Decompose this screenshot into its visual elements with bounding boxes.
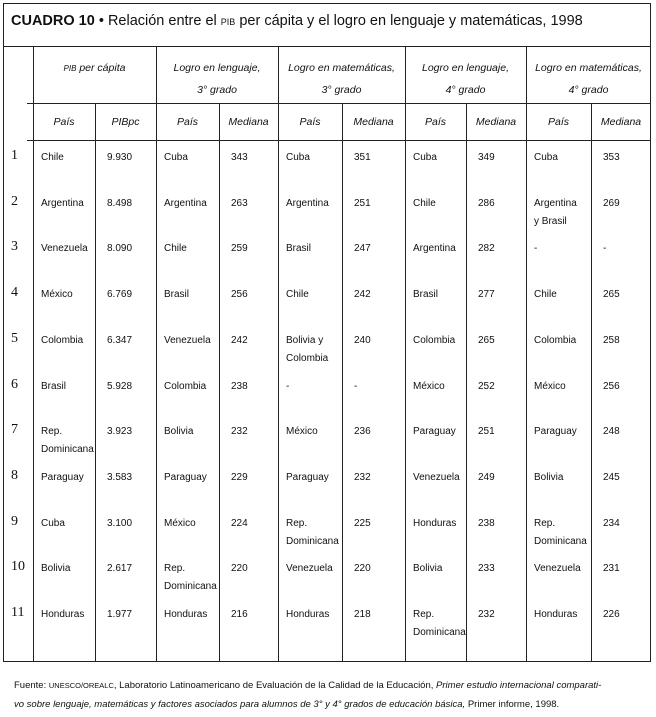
country-cell: Argentina y Brasil [534,197,577,227]
column-divider [466,103,467,662]
value-cell: 218 [354,609,371,620]
country-cell: Paraguay [286,471,329,483]
column-divider [95,103,96,662]
footer-title-cont: vo sobre lenguaje, matemáticas y factores asociados para alumnos de 3° y 4° grados de educación básica, [14,699,466,710]
country-cell: Argentina [413,243,456,255]
row-number: 5 [11,330,18,346]
value-cell: 8.090 [107,243,133,255]
value-cell: 3.100 [107,517,133,529]
country-cell: Paraguay [164,471,207,483]
title-pib: PIB [220,17,236,27]
row-number: 10 [11,559,25,575]
country-cell: Bolivia [413,563,443,575]
title-divider [3,46,651,47]
footer-label: Fuente: [14,680,47,691]
value-cell: 265 [603,289,620,301]
country-cell: Chile [413,197,436,209]
column-divider [278,46,279,662]
column-divider [526,46,527,662]
row-number: 8 [11,467,18,483]
country-cell: Chile [41,152,64,163]
country-cell: Paraguay [534,426,577,438]
column-header: Mediana [600,116,642,128]
value-cell: 251 [478,426,495,438]
value-cell: - [354,380,358,392]
value-cell: 220 [354,563,371,575]
column-divider [219,103,220,662]
value-cell: 263 [231,197,248,209]
country-cell: Venezuela [534,563,581,575]
value-cell: 247 [354,243,371,255]
value-cell: 351 [354,152,371,163]
country-cell: Bolivia [41,563,71,575]
group-header [156,57,278,101]
country-cell: Honduras [286,609,330,620]
value-cell: 6.347 [107,334,133,346]
row-number: 9 [11,513,18,529]
country-cell: Cuba [534,152,558,163]
column-divider [342,103,343,662]
country-cell: Venezuela [41,243,88,255]
title-text: Relación entre el [107,13,217,29]
country-cell: Venezuela [164,334,211,346]
country-cell: Argentina [286,197,329,209]
value-cell: 269 [603,197,620,209]
country-cell: México [286,426,318,438]
value-cell: 9.930 [107,152,133,163]
group-header-grade: 4° grado [445,84,486,96]
column-header: País [176,116,198,128]
row-number: 2 [11,193,18,209]
column-divider [156,46,157,662]
bullet: • [98,13,104,29]
value-cell: 242 [231,334,248,346]
group-header-grade: 3° grado [321,84,362,96]
value-cell: 242 [354,289,371,301]
row-number: 4 [11,285,18,301]
value-cell: 240 [354,334,371,346]
country-cell: Paraguay [41,471,84,483]
column-header: Mediana [353,116,394,128]
country-cell: Argentina [164,197,207,209]
value-cell: 251 [354,197,371,209]
footer-report: Primer informe, 1998. [467,699,560,710]
column-header: Mediana [475,116,517,128]
column-header: Mediana [228,116,269,128]
country-cell: Colombia [534,334,577,346]
country-cell: Venezuela [286,563,333,575]
country-cell: Rep. Dominicana [286,517,339,547]
value-cell: 233 [478,563,495,575]
country-cell: Rep. Dominicana [534,517,587,547]
footer-line-2 [14,699,559,710]
group-header [33,57,156,80]
country-cell: Colombia [41,334,84,346]
country-cell: México [164,517,196,529]
value-cell: 256 [231,289,248,301]
value-cell: 232 [478,609,495,620]
value-cell: 245 [603,471,620,483]
value-cell: 232 [354,471,371,483]
group-header-text: Logro en matemáticas, [288,62,395,74]
header-divider [27,103,651,104]
country-cell: Honduras [164,609,208,620]
country-cell: Cuba [164,152,188,163]
value-cell: 3.923 [107,426,133,438]
value-cell: 349 [478,152,495,163]
column-divider [405,46,406,662]
subheader-divider [27,140,651,141]
footer-title: Primer estudio internacional comparati- [436,680,602,691]
country-cell: Honduras [534,609,578,620]
country-cell: México [41,289,73,301]
footer-org: UNESCO/OREALC [48,681,114,690]
country-cell: Bolivia [534,471,564,483]
country-cell: Rep. Dominicana [41,426,94,456]
group-header [278,57,405,101]
value-cell: - [603,243,607,255]
country-cell: Brasil [164,289,190,301]
country-cell: Chile [164,243,187,255]
row-number: 11 [11,605,25,620]
group-header [405,57,526,101]
value-cell: 277 [478,289,495,301]
group-header-abbr: PIB [63,64,77,73]
country-cell: Argentina [41,197,84,209]
country-cell: Cuba [41,517,65,529]
value-cell: 232 [231,426,248,438]
country-cell: Chile [534,289,557,301]
value-cell: 343 [231,152,248,163]
column-divider [33,46,34,662]
country-cell: - [534,243,538,255]
footer-text: , Laboratorio Latinoamericano de Evaluación de la Calidad de la Educación, [113,680,434,691]
column-header: País [299,116,321,128]
country-cell: Honduras [41,609,85,620]
value-cell: 282 [478,243,495,255]
row-number: 6 [11,376,18,392]
country-cell: Colombia [164,380,207,392]
value-cell: 286 [478,197,495,209]
value-cell: 353 [603,152,620,163]
value-cell: 252 [478,380,495,392]
footer-line-1 [14,680,601,691]
row-number: 7 [11,422,18,438]
value-cell: 6.769 [107,289,133,301]
country-cell: Rep. Dominicana [413,609,466,638]
value-cell: 248 [603,426,620,438]
value-cell: 224 [231,517,248,529]
value-cell: 259 [231,243,248,255]
country-cell: Brasil [41,380,67,392]
country-cell: Cuba [286,152,310,163]
column-divider [591,103,592,662]
value-cell: 256 [603,380,620,392]
value-cell: 236 [354,426,371,438]
country-cell: Brasil [413,289,439,301]
country-cell: Bolivia [164,426,194,438]
country-cell: Colombia [413,334,456,346]
column-header: País [547,116,569,128]
group-header-grade: 4° grado [568,84,609,96]
country-cell: Rep. Dominicana [164,563,217,593]
value-cell: 231 [603,563,620,575]
table-title [11,13,583,29]
value-cell: 3.583 [107,471,133,483]
column-header: País [53,116,75,128]
value-cell: 258 [603,334,620,346]
value-cell: 229 [231,471,248,483]
value-cell: 225 [354,517,371,529]
value-cell: 216 [231,609,248,620]
title-text-end: per cápita y el logro en lenguaje y matemáticas, 1998 [239,13,583,29]
column-header: PIBpc [111,116,140,128]
value-cell: 249 [478,471,495,483]
country-cell: México [413,380,445,392]
group-header-text: Logro en lenguaje, [422,62,509,74]
value-cell: 226 [603,609,620,620]
country-cell: Venezuela [413,471,460,483]
country-cell: Paraguay [413,426,456,438]
value-cell: 5.928 [107,380,133,392]
group-header-text: Logro en lenguaje, [173,62,261,74]
country-cell: Honduras [413,517,457,529]
table-number: CUADRO 10 [11,13,95,29]
group-header-text: per cápita [79,62,126,74]
country-cell: México [534,380,566,392]
group-header-text: Logro en matemáticas, [535,62,642,74]
value-cell: 234 [603,517,620,529]
group-header-grade: 3° grado [197,84,237,96]
value-cell: 220 [231,563,248,575]
country-cell: Bolivia y Colombia [286,334,329,364]
value-cell: 8.498 [107,197,133,209]
group-header [526,57,651,101]
column-header: País [424,116,446,128]
row-number: 1 [11,148,18,163]
country-cell: Cuba [413,152,437,163]
value-cell: 238 [478,517,495,529]
row-number: 3 [11,239,18,255]
value-cell: 1.977 [107,609,133,620]
value-cell: 238 [231,380,248,392]
value-cell: 2.617 [107,563,133,575]
country-cell: - [286,380,290,392]
country-cell: Chile [286,289,309,301]
country-cell: Brasil [286,243,312,255]
value-cell: 265 [478,334,495,346]
